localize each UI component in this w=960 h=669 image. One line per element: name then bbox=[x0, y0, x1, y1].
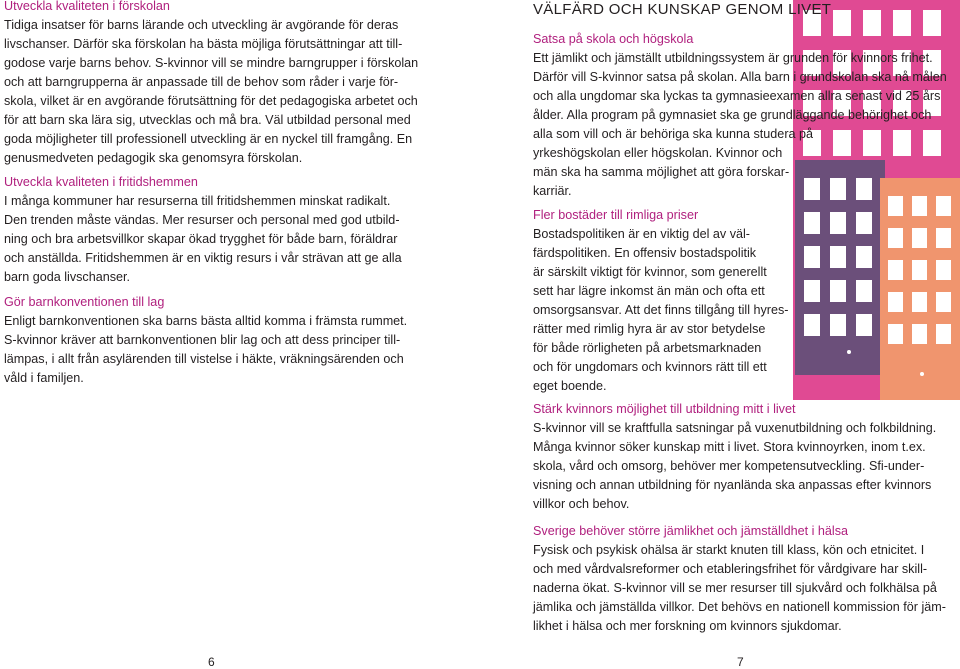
text-line: likhet i hälsa och mer forskning om kvinnors sjukdomar. bbox=[533, 619, 842, 633]
text-line: goda möjligheter till professionell utveckling är en nyckel till framgång. En bbox=[4, 132, 413, 146]
section-heading: Utveckla kvaliteten i förskolan bbox=[4, 0, 170, 13]
text-line: och alla ungdomar ska lyckas ta gymnasieexamen allra senast vid 25 års bbox=[533, 89, 941, 103]
text-line: yrkeshögskolan eller högskolan. Kvinnor och bbox=[533, 146, 783, 160]
text-line: ning och bra arbetsvillkor skapar ökad trygghet för både barn, föräldrar bbox=[4, 232, 398, 246]
text-line: alla som vill och är behöriga ska kunna studera på bbox=[533, 127, 814, 141]
text-line: och med vårdvalsreformer och etableringsfrihet för vårdgivare har skill- bbox=[533, 562, 928, 576]
section-heading: Sverige behöver större jämlikhet och jämställdhet i hälsa bbox=[533, 524, 848, 538]
page-title: VÄLFÄRD OCH KUNSKAP GENOM LIVET bbox=[533, 1, 832, 18]
section-heading: Utveckla kvaliteten i fritidshemmen bbox=[4, 175, 198, 189]
text-line: våld i familjen. bbox=[4, 371, 84, 385]
text-line: eget boende. bbox=[533, 379, 607, 393]
page-number-right: 7 bbox=[737, 655, 744, 669]
text-line: jämlika och jämställda villkor. Det behövs en nationell kommission för jäm- bbox=[533, 600, 946, 614]
text-line: och anställda. Fritidshemmen är en viktig resurs i vår strävan att ge alla bbox=[4, 251, 402, 265]
text-line: rätter med rimlig hyra är av stor betydelse bbox=[533, 322, 766, 336]
section-heading: Fler bostäder till rimliga priser bbox=[533, 208, 699, 222]
text-line: omsorgsansvar. Att det finns tillgång till hyres- bbox=[533, 303, 789, 317]
text-line: villkor och behov. bbox=[533, 497, 630, 511]
text-line: barn goda livschanser. bbox=[4, 270, 131, 284]
text-line: naderna ökat. S-kvinnor vill se mer resurser till sjukvård och folkhälsa på bbox=[533, 581, 937, 595]
text-line: karriär. bbox=[533, 184, 572, 198]
text-line: Många kvinnor söker kunskap mitt i livet. Stora kvinnoyrken, inom t.ex. bbox=[533, 440, 926, 454]
text-line: visning och annan utbildning för nyanlända ska anpassas efter kvinnors bbox=[533, 478, 932, 492]
text-line: Därför vill S-kvinnor satsa på skolan. Alla barn i grundskolan ska nå målen bbox=[533, 70, 947, 84]
section-vuxenutbildning bbox=[533, 400, 936, 514]
text-line: Ett jämlikt och jämställt utbildningssystem är grunden för kvinnors frihet. bbox=[533, 51, 933, 65]
text-line: Tidiga insatser för barns lärande och utveckling är avgörande för deras bbox=[4, 18, 399, 32]
text-line: för att barn ska lära sig, utvecklas och må bra. Väl utbildad personal med bbox=[4, 113, 411, 127]
section-halsa bbox=[533, 522, 946, 636]
text-line: färdspolitiken. En offensiv bostadspolitik bbox=[533, 246, 757, 260]
section-skola bbox=[533, 30, 947, 201]
text-line: sett har lägre inkomst än män och ofta ett bbox=[533, 284, 765, 298]
text-line: S-kvinnor kräver att barnkonventionen blir lag och att dess principer till- bbox=[4, 333, 401, 347]
section-heading: Stärk kvinnors möjlighet till utbildning mitt i livet bbox=[533, 402, 796, 416]
text-line: och att barngrupperna är anpassade till de behov som råder i varje för- bbox=[4, 75, 399, 89]
text-line: och för ungdomars och kvinnors rätt till ett bbox=[533, 360, 767, 374]
text-line: ålder. Alla program på gymnasiet ska ge grundläggande behörighet och bbox=[533, 108, 932, 122]
text-line: är särskilt viktigt för kvinnor, som generellt bbox=[533, 265, 767, 279]
text-line: män ska ha samma möjlighet att göra forskar- bbox=[533, 165, 790, 179]
text-line: skola, vilket är en avgörande förutsättning för det pedagogiska arbetet och bbox=[4, 94, 418, 108]
text-line: Den trenden måste vändas. Mer resurser och personal med god utbild- bbox=[4, 213, 400, 227]
text-line: I många kommuner har resurserna till fritidshemmen minskat radikalt. bbox=[4, 194, 391, 208]
section-heading: Satsa på skola och högskola bbox=[533, 32, 694, 46]
text-line: skola, vård och omsorg, behöver mer kompetensutveckling. Sfi-under- bbox=[533, 459, 925, 473]
section-heading: Gör barnkonventionen till lag bbox=[4, 295, 165, 309]
text-line: genusmedveten pedagogik ska genomsyra förskolan. bbox=[4, 151, 303, 165]
text-line: Bostadspolitiken är en viktig del av väl- bbox=[533, 227, 751, 241]
page-number-left: 6 bbox=[208, 655, 215, 669]
text-line: S-kvinnor vill se kraftfulla satsningar på vuxenutbildning och folkbildning. bbox=[533, 421, 937, 435]
text-line: godose varje barns behov. S-kvinnor vill se mindre barngrupper i förskolan bbox=[4, 56, 419, 70]
text-line: Fysisk och psykisk ohälsa är starkt knuten till klass, kön och etnicitet. I bbox=[533, 543, 925, 557]
text-line: livschanser. Därför ska förskolan ha bästa möjliga förutsättningar att till- bbox=[4, 37, 403, 51]
text-line: för både rörligheten på arbetsmarknaden bbox=[533, 341, 762, 355]
section-bostader bbox=[533, 206, 789, 396]
text-line: lämpas, i allt från asylärenden till vistelse i häkte, vräkningsärenden och bbox=[4, 352, 404, 366]
text-line: Enligt barnkonventionen ska barns bästa alltid komma i främsta rummet. bbox=[4, 314, 408, 328]
